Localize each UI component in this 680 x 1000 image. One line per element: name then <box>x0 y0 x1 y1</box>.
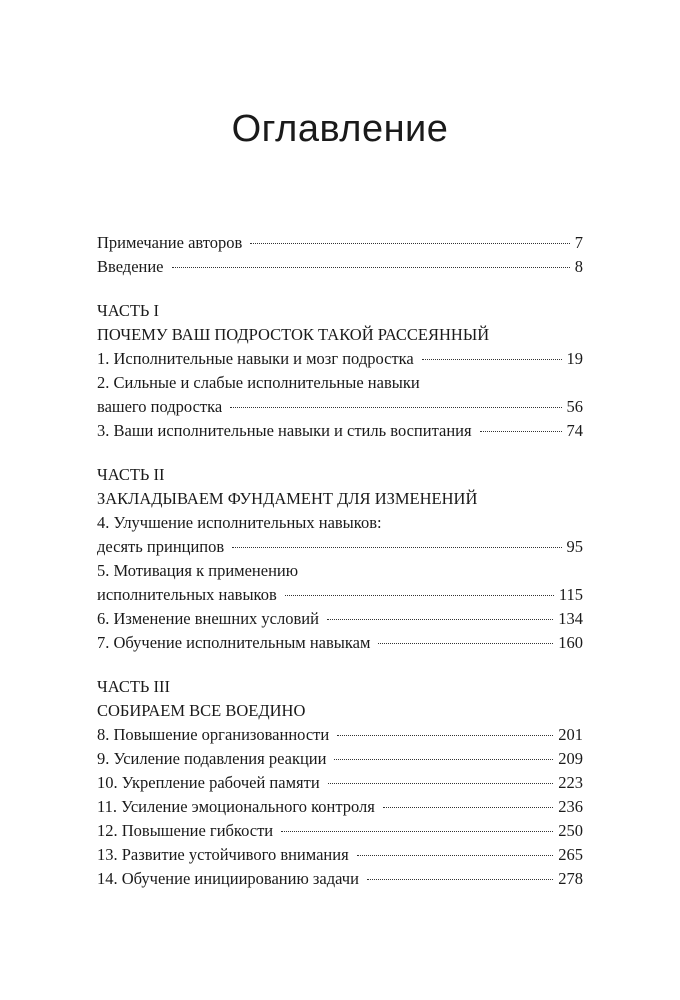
toc-page-number: 115 <box>558 585 583 604</box>
toc-entry-label: 8. Повышение организованности <box>97 725 330 744</box>
toc-entry[interactable] <box>97 723 583 747</box>
dot-leader <box>367 879 553 880</box>
toc-entry[interactable] <box>97 819 583 843</box>
toc-entry-label: исполнительных навыков <box>97 585 277 604</box>
toc-entry-label: 14. Обучение инициированию задачи <box>97 869 359 888</box>
toc-entry[interactable] <box>97 771 583 795</box>
toc-entry-first-line[interactable]: 2. Сильные и слабые исполнительные навыки <box>97 373 420 392</box>
table-of-contents <box>97 231 583 891</box>
toc-page-number: 7 <box>574 233 583 252</box>
toc-entry-label: 12. Повышение гибкости <box>97 821 274 840</box>
toc-page-number: 236 <box>558 797 583 816</box>
toc-entry[interactable] <box>97 419 583 443</box>
part-title: ЗАКЛАДЫВАЕМ ФУНДАМЕНТ ДЛЯ ИЗМЕНЕНИЙ <box>97 489 478 508</box>
toc-entry[interactable] <box>97 255 583 279</box>
part-heading: ЧАСТЬ I <box>97 301 159 320</box>
toc-page-number: 8 <box>574 257 583 276</box>
part-title: СОБИРАЕМ ВСЕ ВОЕДИНО <box>97 701 306 720</box>
dot-leader <box>337 735 553 736</box>
toc-entry-label: 10. Укрепление рабочей памяти <box>97 773 320 792</box>
dot-leader <box>285 595 554 596</box>
dot-leader <box>378 643 553 644</box>
dot-leader <box>357 855 554 856</box>
toc-entry[interactable] <box>97 607 583 631</box>
toc-page-number: 223 <box>558 773 583 792</box>
dot-leader <box>383 807 553 808</box>
page-title: Оглавление <box>231 108 449 150</box>
toc-page-number: 201 <box>558 725 583 744</box>
part-title: ПОЧЕМУ ВАШ ПОДРОСТОК ТАКОЙ РАССЕЯННЫЙ <box>97 325 490 344</box>
toc-page-number: 278 <box>558 869 583 888</box>
toc-entry-label: 7. Обучение исполнительным навыкам <box>97 633 371 652</box>
toc-page-number: 250 <box>558 821 583 840</box>
dot-leader <box>230 407 561 408</box>
toc-entry[interactable] <box>97 747 583 771</box>
toc-entry[interactable] <box>97 347 583 371</box>
toc-page-number: 74 <box>566 421 583 440</box>
toc-entry-label: 11. Усиление эмоционального контроля <box>97 797 375 816</box>
dot-leader <box>334 759 553 760</box>
toc-page-number: 19 <box>566 349 583 368</box>
toc-entry[interactable] <box>97 631 583 655</box>
dot-leader <box>250 243 569 244</box>
toc-entry-label: 6. Изменение внешних условий <box>97 609 319 628</box>
toc-entry[interactable] <box>97 231 583 255</box>
part-heading: ЧАСТЬ III <box>97 677 170 696</box>
toc-entry[interactable] <box>97 395 583 419</box>
dot-leader <box>232 547 561 548</box>
toc-entry-first-line[interactable]: 4. Улучшение исполнительных навыков: <box>97 513 382 532</box>
toc-entry[interactable] <box>97 795 583 819</box>
dot-leader <box>328 783 554 784</box>
toc-entry-label: 3. Ваши исполнительные навыки и стиль воспитания <box>97 421 472 440</box>
toc-entry-label: 1. Исполнительные навыки и мозг подростка <box>97 349 414 368</box>
toc-page-number: 160 <box>558 633 583 652</box>
dot-leader <box>480 431 562 432</box>
toc-entry-first-line[interactable]: 5. Мотивация к применению <box>97 561 299 580</box>
dot-leader <box>422 359 562 360</box>
toc-page-number: 134 <box>558 609 583 628</box>
toc-page-number: 56 <box>566 397 583 416</box>
toc-page-number: 265 <box>558 845 583 864</box>
toc-entry[interactable] <box>97 535 583 559</box>
toc-entry-label: 9. Усиление подавления реакции <box>97 749 327 768</box>
toc-page-number: 95 <box>566 537 583 556</box>
toc-entry-label: Примечание авторов <box>97 233 243 252</box>
toc-entry-label: Введение <box>97 257 164 276</box>
toc-entry[interactable] <box>97 843 583 867</box>
dot-leader <box>281 831 553 832</box>
toc-entry-label: вашего подростка <box>97 397 223 416</box>
dot-leader <box>172 267 570 268</box>
toc-entry-label: 13. Развитие устойчивого внимания <box>97 845 349 864</box>
toc-entry[interactable] <box>97 867 583 891</box>
dot-leader <box>327 619 553 620</box>
toc-page-number: 209 <box>558 749 583 768</box>
part-heading: ЧАСТЬ II <box>97 465 165 484</box>
toc-entry-label: десять принципов <box>97 537 225 556</box>
toc-entry[interactable] <box>97 583 583 607</box>
